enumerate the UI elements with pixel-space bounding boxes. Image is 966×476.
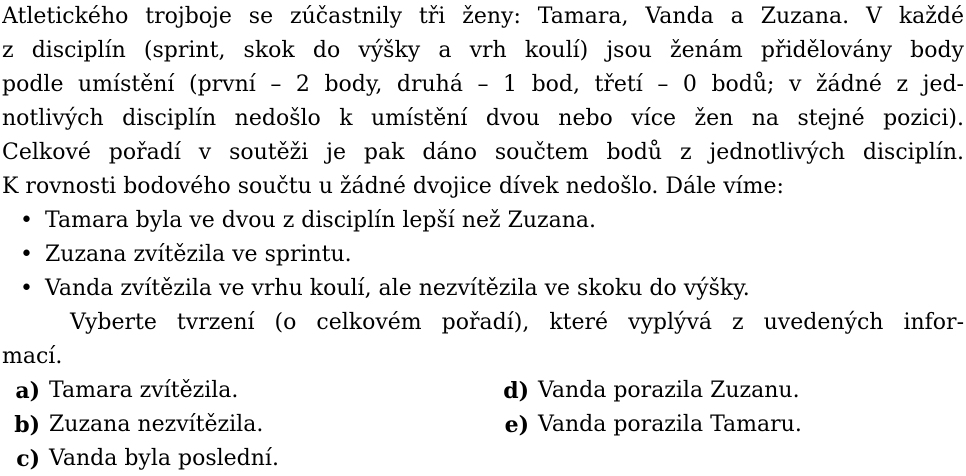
bullet-icon: • — [20, 208, 33, 233]
option-d — [499, 374, 964, 408]
intro-line: Celkové pořadí v soutěži je pak dáno součtem bodů z jednotlivých disciplín. — [2, 140, 964, 165]
question-line: mací. — [2, 344, 63, 369]
intro-line: z disciplín (sprint, skok do výšky a vrh koulí) jsou ženám přidělovány body — [2, 38, 964, 63]
bullet-text: Vanda zvítězila ve vrhu koulí, ale nezvítězila ve skoku do výšky. — [45, 276, 750, 301]
options-row — [2, 374, 964, 408]
bullet-icon: • — [20, 276, 33, 301]
option-letter: c) — [16, 446, 40, 472]
bullet-text: Zuzana zvítězila ve sprintu. — [45, 242, 352, 267]
question-line: Vyberte tvrzení (o celkovém pořadí), které vyplývá z uvedených infor- — [70, 310, 964, 335]
option-e — [499, 408, 964, 442]
option-letter: b) — [14, 412, 40, 438]
option-c — [2, 442, 499, 476]
bullet-text: Tamara byla ve dvou z disciplín lepší než Zuzana. — [45, 208, 597, 233]
option-text: Vanda porazila Tamaru. — [538, 412, 802, 437]
options-row — [2, 408, 964, 442]
option-text: Zuzana nezvítězila. — [49, 412, 264, 437]
intro-line: Atletického trojboje se zúčastnily tři ženy: Tamara, Vanda a Zuzana. V každé — [2, 4, 964, 29]
option-letter: e) — [504, 412, 529, 438]
option-text: Tamara zvítězila. — [49, 378, 239, 403]
option-text: Vanda byla poslední. — [49, 446, 279, 471]
option-letter: a) — [15, 378, 40, 404]
option-a — [2, 374, 499, 408]
intro-line: notlivých disciplín nedošlo k umístění dvou nebo více žen na stejné pozici). — [2, 106, 964, 131]
option-text: Vanda porazila Zuzanu. — [538, 378, 800, 403]
option-letter: d) — [503, 378, 529, 404]
options-row — [2, 442, 964, 476]
option-b — [2, 408, 499, 442]
intro-line: K rovnosti bodového součtu u žádné dvojice dívek nedošlo. Dále víme: — [2, 174, 784, 199]
bullet-item — [2, 238, 964, 272]
bullet-item — [2, 204, 964, 238]
bullet-item — [2, 272, 964, 306]
options-list — [2, 374, 964, 476]
bullet-icon: • — [20, 242, 33, 267]
intro-line: podle umístění (první – 2 body, druhá – 1 bod, třetí – 0 bodů; v žádné z jed- — [2, 72, 964, 97]
